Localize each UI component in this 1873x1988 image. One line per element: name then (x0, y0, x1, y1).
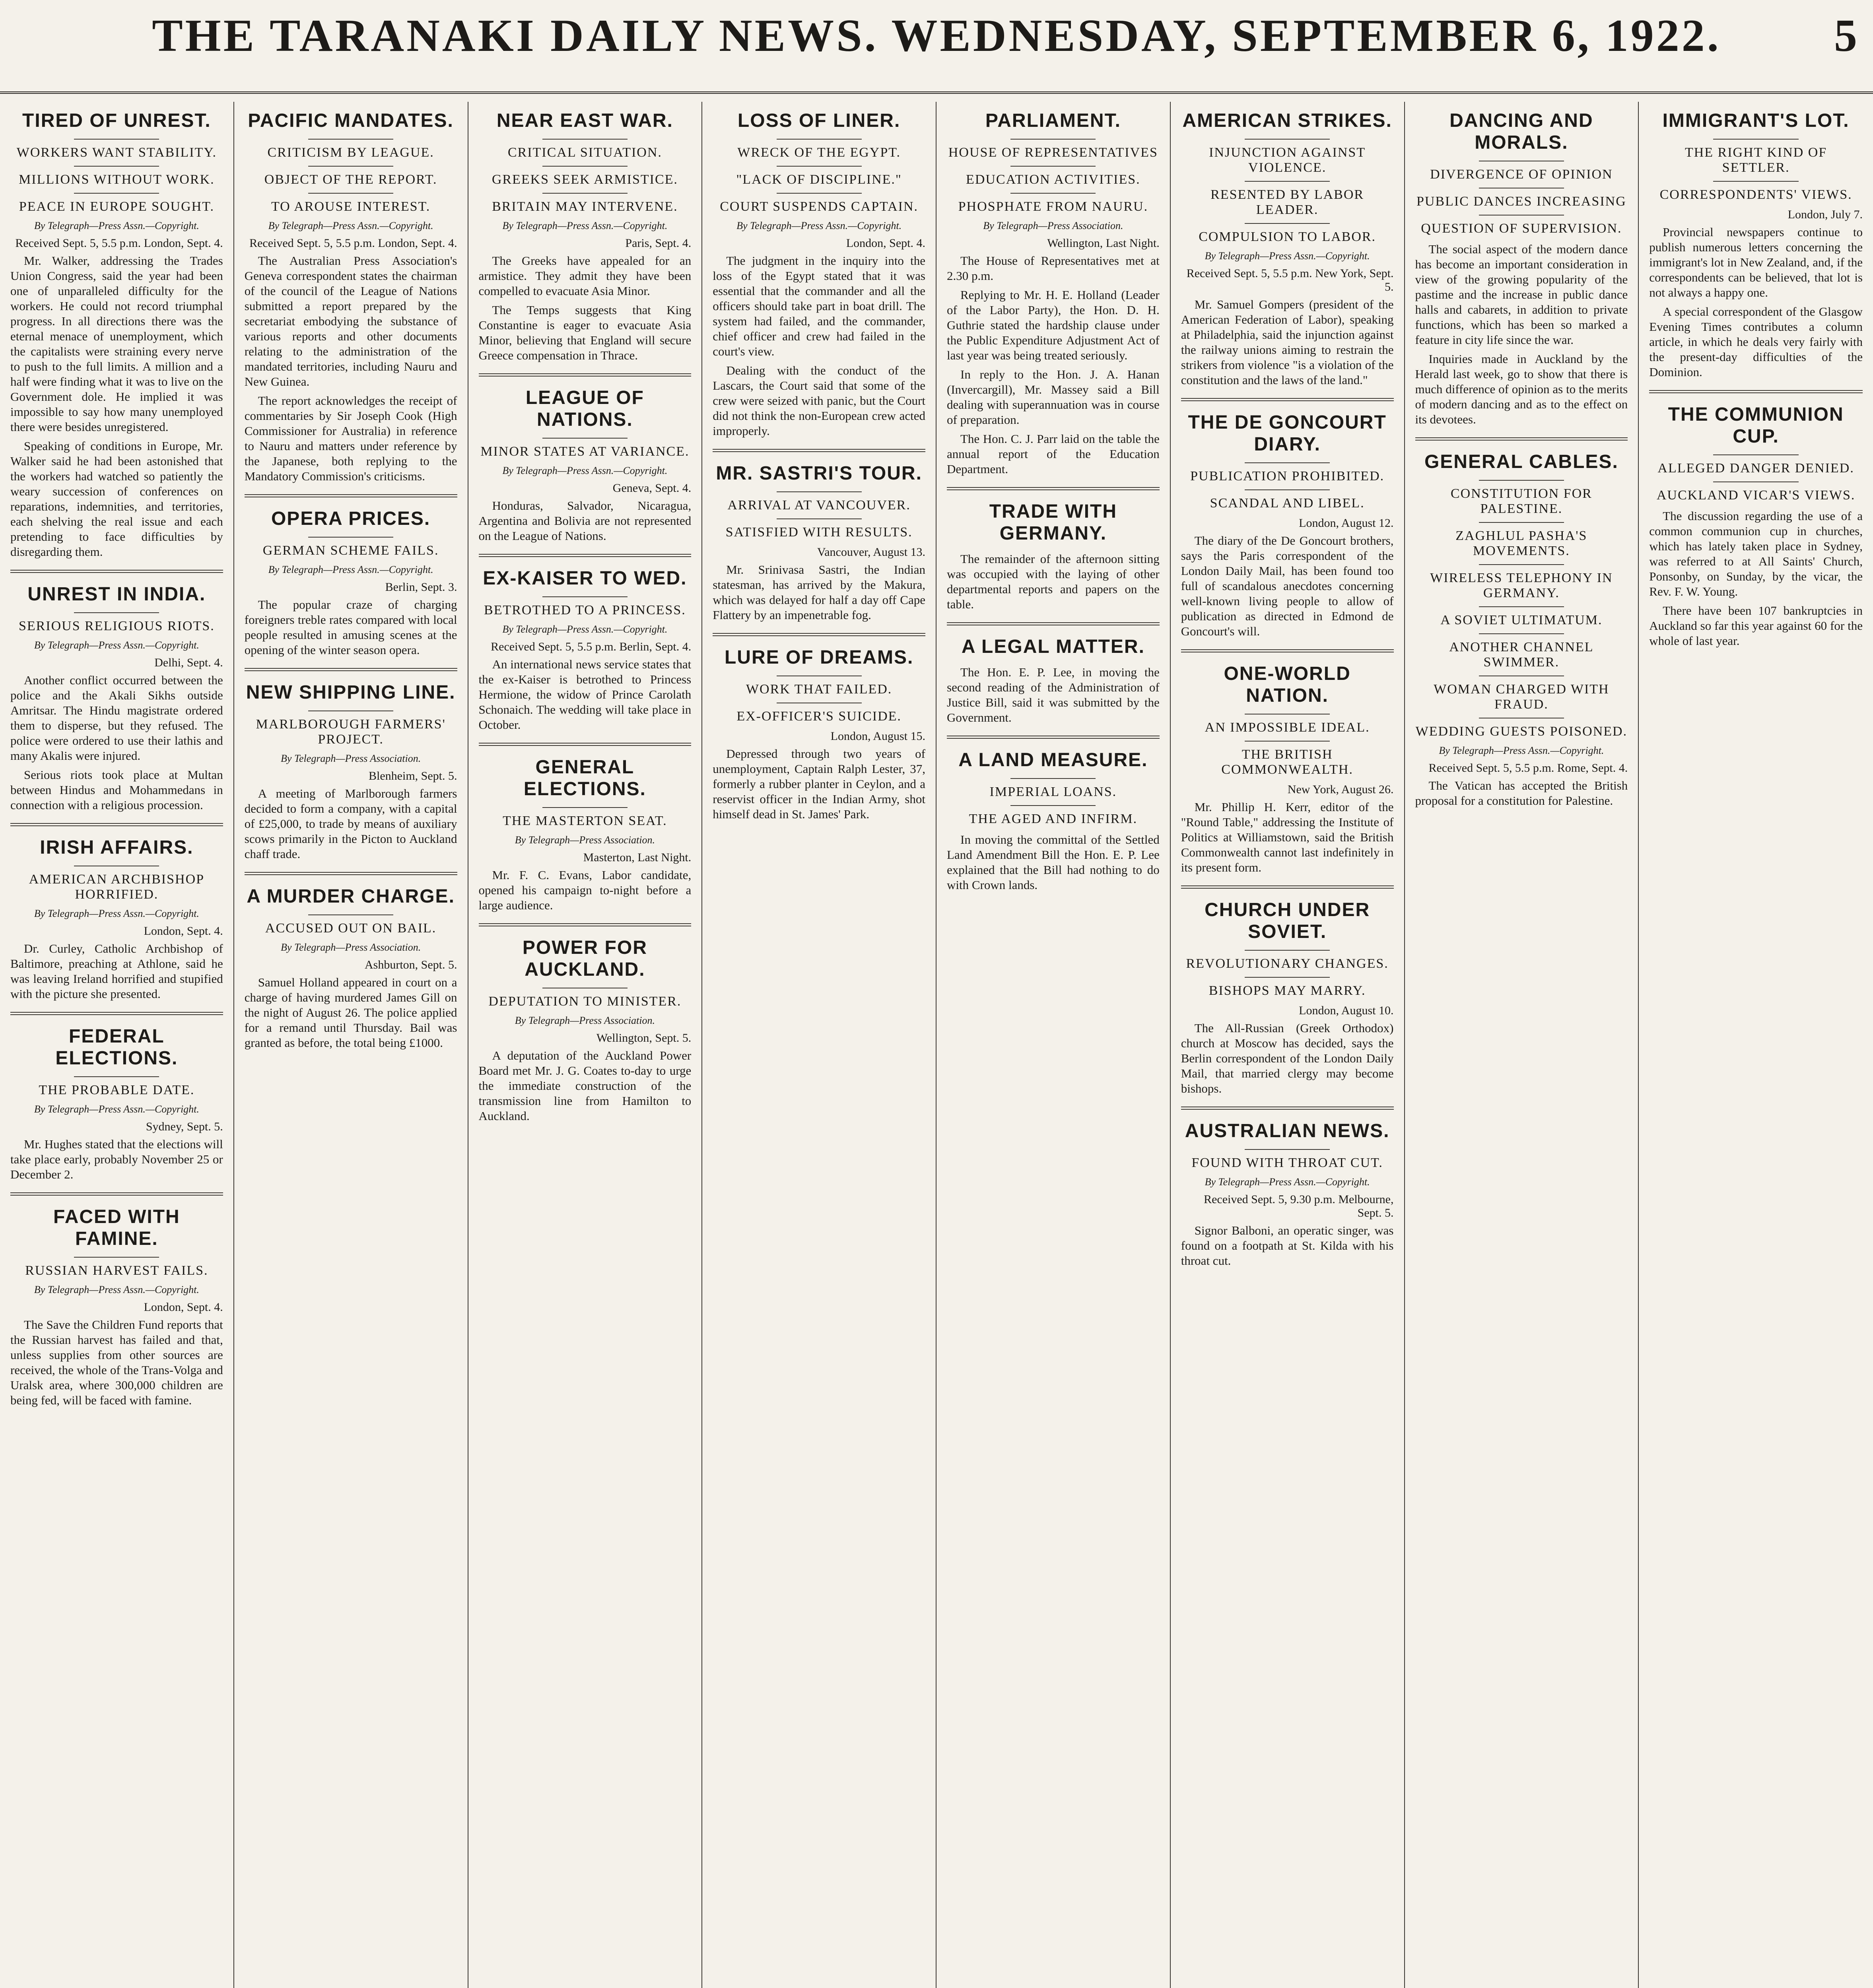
article-headline: MR. SASTRI'S TOUR. (716, 463, 922, 484)
article-dateline: London, Sept. 4. (144, 1301, 223, 1314)
article-credit: By Telegraph—Press Assn.—Copyright. (34, 908, 199, 919)
article-deck: CORRESPONDENTS' VIEWS. (1659, 187, 1852, 202)
article-credit: By Telegraph—Press Association. (515, 834, 655, 846)
deck-rule (542, 166, 628, 167)
article (245, 885, 457, 1050)
deck-rule (777, 518, 862, 519)
article (245, 508, 457, 658)
column-4 (702, 102, 936, 1988)
article (713, 462, 925, 623)
article-headline: FACED WITH FAMINE. (53, 1206, 180, 1249)
article-divider (10, 823, 223, 826)
article-dateline: London, August 15. (830, 730, 925, 743)
article-deck: WORKERS WANT STABILITY. (16, 145, 217, 160)
article-dateline: Received Sept. 5, 5.5 p.m. London, Sept. 4. (249, 237, 457, 250)
article (1649, 110, 1863, 380)
article-deck: REVOLUTIONARY CHANGES. (1186, 956, 1389, 971)
article-deck: PUBLICATION PROHIBITED. (1190, 469, 1385, 483)
article-deck: "LACK OF DISCIPLINE." (736, 172, 902, 187)
article-paragraph: Mr. Hughes stated that the elections will take place early, probably November 25 or December 2. (10, 1137, 223, 1181)
article-paragraph: In reply to the Hon. J. A. Hanan (Invercargill), Mr. Massey said a Bill dealing with superannuation was in course of preparation. (947, 367, 1160, 427)
article-deck: AMERICAN ARCHBISHOP HORRIFIED. (29, 872, 205, 902)
article (1181, 412, 1394, 639)
article-dateline: Ashburton, Sept. 5. (365, 958, 457, 971)
article-paragraph: An international news service states that the ex-Kaiser is betrothed to Princess Hermione, the widow of Prince Carolath Schonaich. The wedding will take place in October. (478, 657, 692, 732)
article-deck: BISHOPS MAY MARRY. (1209, 983, 1366, 998)
article-dateline: Wellington, Sept. 5. (596, 1031, 692, 1044)
article-dateline: London, August 10. (1299, 1004, 1394, 1017)
article-divider (1181, 885, 1394, 889)
deck-rule (74, 139, 159, 140)
article-deck: MILLIONS WITHOUT WORK. (19, 172, 215, 187)
deck-rule (542, 193, 628, 194)
deck-rule (1245, 977, 1330, 978)
article (713, 110, 925, 439)
article-paragraph: The remainder of the afternoon sitting was occupied with the laying of other departmental reports and papers on the table. (947, 552, 1160, 611)
deck-rule (1479, 564, 1564, 565)
article-dateline: Wellington, Last Night. (1047, 237, 1160, 250)
deck-rule (1245, 489, 1330, 490)
article-deck: AN IMPOSSIBLE IDEAL. (1205, 720, 1370, 735)
article (245, 110, 457, 484)
article-deck: FOUND WITH THROAT CUT. (1191, 1155, 1383, 1170)
article-paragraph: Another conflict occurred between the police and the Akali Sikhs outside Amritsar. The Hindu magistrate ordered them to disperse, but they refused. The police were ordered to use their lathis and many Akalis were injured. (10, 673, 223, 763)
deck-rule (1245, 741, 1330, 742)
deck-rule (308, 914, 393, 915)
article-divider (1649, 390, 1863, 393)
article-paragraph: Speaking of conditions in Europe, Mr. Walker said he had been astonished that the workers had watched so patiently the weary succession of conferences on reparations, indemnities, and territories, each shelving the real issue and each pretending to face difficulties by disregarding them. (10, 439, 223, 559)
article-dateline: Received Sept. 5, 5.5 p.m. New York, Sept. 5. (1186, 267, 1394, 293)
article-headline: LOSS OF LINER. (737, 110, 901, 131)
columns (0, 94, 1873, 1988)
article-deck: WEDDING GUESTS POISONED. (1415, 724, 1628, 739)
article-headline: IMMIGRANT'S LOT. (1662, 110, 1850, 131)
article-divider (1181, 398, 1394, 401)
article-headline: THE COMMUNION CUP. (1668, 404, 1844, 447)
article-deck: QUESTION OF SUPERVISION. (1421, 221, 1622, 236)
article-headline: NEW SHIPPING LINE. (246, 682, 456, 703)
article-credit: By Telegraph—Press Assn.—Copyright. (1205, 250, 1370, 262)
deck-rule (542, 807, 628, 808)
article-headline: IRISH AFFAIRS. (40, 837, 194, 858)
deck-rule (1479, 522, 1564, 523)
article-headline: TIRED OF UNREST. (22, 110, 211, 131)
article-headline: GENERAL CABLES. (1424, 451, 1618, 472)
article-paragraph: The judgment in the inquiry into the loss of the Egypt stated that it was essential that the commander and all the officers should take part in boat drill. The system had failed, and the commander, chief officer and crew had failed in the court's view. (713, 254, 925, 358)
article-dateline: London, Sept. 4. (846, 237, 925, 250)
article-dateline: Berlin, Sept. 3. (385, 580, 457, 594)
article-deck: CRITICISM BY LEAGUE. (267, 145, 434, 160)
deck-rule (1245, 462, 1330, 463)
article-deck: GREEKS SEEK ARMISTICE. (492, 172, 678, 187)
article (1415, 451, 1628, 808)
masthead-title: THE TARANAKI DAILY NEWS. WEDNESDAY, SEPTEMBER 6, 1922. (152, 10, 1721, 61)
deck-rule (1245, 139, 1330, 140)
deck-rule (74, 166, 159, 167)
article-paragraph: The Australian Press Association's Geneva correspondent states the chairman of the council of the League of Nations submitted a report prepared by the secretariat embodying the substance of various reports and other documents relating to the administration of the mandated territories, including Nauru and New Guinea. (244, 254, 457, 388)
article-paragraph: The social aspect of the modern dance has become an important consideration in view of the growing popularity of the pastime and the increase in public dance halls and cabarets, in addition to private functions, which has been so marked a feature in city life since the war. (1415, 242, 1628, 347)
article-headline: GENERAL ELECTIONS. (523, 757, 646, 800)
article-deck: GERMAN SCHEME FAILS. (262, 543, 439, 558)
article-deck: PHOSPHATE FROM NAURU. (958, 199, 1148, 214)
article-credit: By Telegraph—Press Assn.—Copyright. (34, 1284, 199, 1295)
deck-rule (74, 1076, 159, 1077)
deck-rule (74, 193, 159, 194)
article-paragraph: Provincial newspapers continue to publish numerous letters concerning the immigrant's lot in New Zealand, and, if the correspondents can be believed, that lot is not always a happy one. (1649, 225, 1863, 299)
article-dateline: New York, August 26. (1287, 783, 1394, 796)
deck-rule (1010, 778, 1096, 779)
article-paragraph: The diary of the De Goncourt brothers, says the Paris correspondent of the London Daily Mail, has been found too full of scandalous anecdotes concerning well-known living people to allow of publication as directed in Edmond de Goncourt's will. (1181, 534, 1394, 638)
article-deck: THE PROBABLE DATE. (39, 1083, 195, 1097)
article-headline: CHURCH UNDER SOVIET. (1205, 899, 1370, 942)
article (479, 110, 692, 363)
deck-rule (542, 596, 628, 597)
article-paragraph: Honduras, Salvador, Nicaragua, Argentina and Bolivia are not represented on the League of Nations. (478, 499, 692, 543)
article-deck: WOMAN CHARGED WITH FRAUD. (1434, 682, 1609, 712)
article-paragraph: The All-Russian (Greek Orthodox) church at Moscow has decided, says the Berlin correspondent of the London Daily Mail, that married clergy may become bishops. (1181, 1021, 1394, 1095)
article-deck: RUSSIAN HARVEST FAILS. (25, 1263, 208, 1278)
article-deck: CONSTITUTION FOR PALESTINE. (1450, 486, 1592, 516)
article-deck: DEPUTATION TO MINISTER. (488, 994, 682, 1009)
deck-rule (1010, 166, 1096, 167)
article-paragraph: Mr. Samuel Gompers (president of the American Federation of Labor), speaking at Philadelphia, said the injunction against the railway unions aiming to restrain the strikers from violence "is a violation of the constitution and the laws of the land." (1181, 297, 1394, 387)
article-deck: ARRIVAL AT VANCOUVER. (727, 498, 911, 513)
article-paragraph: The discussion regarding the use of a common communion cup in churches, which has lately taken place in Sydney, was referred to at All Saints' Church, Ponsonby, on Sunday, by the vicar, the Rev. F. W. Young. (1649, 509, 1863, 598)
article-headline: OPERA PRICES. (271, 508, 431, 529)
article-paragraph: There have been 107 bankruptcies in Auckland so far this year against 60 for the whole of last year. (1649, 604, 1863, 648)
article-paragraph: The Hon. E. P. Lee, in moving the second reading of the Administration of Justice Bill, said it was submitted by the Government. (947, 665, 1160, 724)
article-divider (947, 487, 1160, 490)
article-divider (10, 570, 223, 573)
article-paragraph: The Greeks have appealed for an armistice. They admit they have been compelled to evacuate Asia Minor. (478, 254, 692, 298)
article-deck: BRITAIN MAY INTERVENE. (492, 199, 678, 214)
article-headline: A LAND MEASURE. (958, 749, 1148, 771)
deck-rule (1713, 139, 1799, 140)
article-deck: BETROTHED TO A PRINCESS. (484, 603, 686, 617)
deck-rule (777, 166, 862, 167)
article-deck: INJUNCTION AGAINST VIOLENCE. (1209, 145, 1366, 175)
article-credit: By Telegraph—Press Association. (281, 753, 421, 764)
article-deck: WIRELESS TELEPHONY IN GERMANY. (1430, 571, 1613, 600)
article (10, 1025, 223, 1182)
article-headline: UNREST IN INDIA. (27, 584, 206, 605)
article-credit: By Telegraph—Press Assn.—Copyright. (502, 623, 668, 635)
article (1181, 663, 1394, 875)
article-paragraph: Dealing with the conduct of the Lascars, the Court said that some of the crew were seized with panic, but the Court did not think the non-European crew acted improperly. (713, 363, 925, 438)
article-deck: SERIOUS RELIGIOUS RIOTS. (18, 619, 215, 633)
article (947, 749, 1160, 893)
article-credit: By Telegraph—Press Association. (515, 1015, 655, 1026)
article-deck: SATISFIED WITH RESULTS. (725, 525, 913, 540)
deck-rule (308, 139, 393, 140)
deck-rule (542, 139, 628, 140)
article-credit: By Telegraph—Press Association. (281, 942, 421, 953)
article-deck: ACCUSED OUT ON BAIL. (265, 921, 437, 936)
article (947, 110, 1160, 477)
article-headline: THE DE GONCOURT DIARY. (1188, 412, 1387, 455)
deck-rule (1479, 633, 1564, 634)
article-paragraph: In moving the committal of the Settled Land Amendment Bill the Hon. E. P. Lee explained that the Bill had nothing to do with Crown lands. (947, 833, 1160, 892)
article-divider (245, 872, 457, 875)
deck-rule (308, 166, 393, 167)
article-credit: By Telegraph—Press Assn.—Copyright. (34, 639, 199, 651)
article-dateline: Paris, Sept. 4. (625, 237, 692, 250)
deck-rule (777, 193, 862, 194)
deck-rule (1245, 223, 1330, 224)
article-dateline: Delhi, Sept. 4. (154, 656, 223, 669)
article-paragraph: Mr. Walker, addressing the Trades Union Congress, said the year had been one of unparalleled difficulty for the workers. He could not record triumphal progress. In all directions there was the eternal menace of unemployment, which the capitalists were straining every nerve to push to the full limits. A million and a half were finding what it was to live on the Government dole. He implied it was impossible to say how many unemployed there were besides unregistered. (10, 254, 223, 434)
article (947, 501, 1160, 612)
article-dateline: Received Sept. 5, 5.5 p.m. Berlin, Sept. 4. (491, 640, 692, 653)
column-7 (1405, 102, 1639, 1988)
article-paragraph: The Vatican has accepted the British proposal for a constitution for Palestine. (1415, 779, 1628, 808)
article-credit: By Telegraph—Press Assn.—Copyright. (34, 220, 199, 231)
article-paragraph: The popular craze of charging foreigners treble rates compared with local people resulted in amusing scenes at the opening of the winter season opera. (244, 598, 457, 657)
deck-rule (1479, 480, 1564, 481)
article-deck: PUBLIC DANCES INCREASING (1416, 194, 1626, 209)
masthead (0, 0, 1873, 94)
deck-rule (1010, 805, 1096, 806)
article-deck: A SOVIET ULTIMATUM. (1440, 613, 1603, 627)
article-deck: OBJECT OF THE REPORT. (264, 172, 437, 187)
article-paragraph: Serious riots took place at Multan between Hindus and Mohammedans in connection with a religious procession. (10, 768, 223, 812)
article-headline: TRADE WITH GERMANY. (989, 501, 1117, 544)
deck-rule (1713, 481, 1799, 482)
deck-rule (308, 537, 393, 538)
article-headline: PARLIAMENT. (985, 110, 1121, 131)
page-number: 5 (1834, 10, 1857, 61)
article-dateline: Geneva, Sept. 4. (612, 481, 692, 495)
article-credit: By Telegraph—Press Assn.—Copyright. (502, 220, 668, 231)
deck-rule (777, 139, 862, 140)
article-divider (479, 923, 692, 926)
article-paragraph: Signor Balboni, an operatic singer, was found on a footpath at St. Kilda with his throat cut. (1181, 1223, 1394, 1268)
article-headline: LURE OF DREAMS. (724, 647, 914, 668)
article-paragraph: Depressed through two years of unemployment, Captain Ralph Lester, 37, formerly a rubber planter in Ceylon, and a reservist officer in the Indian Army, shot himself dead in St. James' Park. (713, 747, 925, 821)
article-dateline: Received Sept. 5, 5.5 p.m. London, Sept. 4. (15, 237, 223, 250)
article-deck: RESENTED BY LABOR LEADER. (1210, 187, 1364, 217)
article-deck: EDUCATION ACTIVITIES. (966, 172, 1141, 187)
article-deck: TO AROUSE INTEREST. (271, 199, 431, 214)
column-8 (1639, 102, 1873, 1988)
article-deck: CRITICAL SITUATION. (507, 145, 662, 160)
article-headline: PACIFIC MANDATES. (248, 110, 454, 131)
column-5 (936, 102, 1171, 1988)
article-headline: NEAR EAST WAR. (496, 110, 673, 131)
article-paragraph: Inquiries made in Auckland by the Herald last week, go to show that there is much difference of opinion as to the merits of modern dancing and as to the effect on its devotees. (1415, 352, 1628, 426)
article-paragraph: Mr. Srinivasa Sastri, the Indian statesman, has arrived by the Makura, which was delayed for half a day off Cape Flattery by an impenetrable fog. (713, 563, 925, 622)
article-dateline: Blenheim, Sept. 5. (369, 769, 457, 782)
article-deck: ALLEGED DANGER DENIED. (1657, 461, 1854, 476)
article-dateline: Vancouver, August 13. (817, 546, 925, 559)
article-divider (713, 633, 925, 636)
article-paragraph: The Temps suggests that King Constantine is eager to evacuate Asia Minor, believing that England will secure Greece compensation in Thrace. (478, 303, 692, 362)
deck-rule (777, 491, 862, 492)
article-divider (479, 554, 692, 557)
deck-rule (1245, 181, 1330, 182)
article-deck: DIVERGENCE OF OPINION (1430, 167, 1613, 182)
article-deck: HOUSE OF REPRESENTATIVES (948, 145, 1158, 160)
article (10, 1206, 223, 1408)
article-deck: COMPULSION TO LABOR. (1199, 229, 1376, 244)
article-credit: By Telegraph—Press Assn.—Copyright. (502, 465, 668, 476)
column-1 (0, 102, 234, 1988)
article-headline: A LEGAL MATTER. (961, 636, 1145, 657)
article-dateline: Received Sept. 5, 5.5 p.m. Rome, Sept. 4. (1428, 761, 1628, 775)
column-2 (234, 102, 468, 1988)
deck-rule (1245, 1149, 1330, 1150)
article-dateline: London, August 12. (1299, 516, 1394, 530)
article-credit: By Telegraph—Press Assn.—Copyright. (1439, 745, 1604, 756)
deck-rule (1010, 193, 1096, 194)
article-deck: THE BRITISH COMMONWEALTH. (1221, 747, 1353, 777)
article-deck: THE MASTERTON SEAT. (503, 813, 667, 828)
column-6 (1171, 102, 1405, 1988)
article-credit: By Telegraph—Press Association. (983, 220, 1123, 231)
article-divider (479, 373, 692, 377)
article-paragraph: Replying to Mr. H. E. Holland (Leader of the Labor Party), the Hon. D. H. Guthrie stated the hardship clause under the Public Expenditure Adjustment Act of last year was being treated seriously. (947, 288, 1160, 362)
article-divider (713, 449, 925, 452)
article-paragraph: Samuel Holland appeared in court on a charge of having murdered James Gill on the night of August 26. The police applied for a remand until Thursday. Bail was granted as before, the total being £1000. (244, 975, 457, 1050)
article-divider (1415, 437, 1628, 441)
deck-rule (1713, 181, 1799, 182)
article-deck: MINOR STATES AT VARIANCE. (480, 444, 690, 459)
article-dateline: London, Sept. 4. (144, 924, 223, 938)
article-credit: By Telegraph—Press Assn.—Copyright. (268, 564, 433, 575)
article-paragraph: The Hon. C. J. Parr laid on the table the annual report of the Education Department. (947, 432, 1160, 476)
article-paragraph: The House of Representatives met at 2.30 p.m. (947, 254, 1160, 283)
article (479, 937, 692, 1124)
article-credit: By Telegraph—Press Assn.—Copyright. (1205, 1176, 1370, 1188)
article-headline: ONE-WORLD NATION. (1224, 663, 1351, 706)
article-divider (245, 494, 457, 497)
column-3 (468, 102, 703, 1988)
article-credit: By Telegraph—Press Assn.—Copyright. (34, 1103, 199, 1115)
article (245, 681, 457, 862)
article-divider (245, 668, 457, 671)
article (479, 567, 692, 732)
article-paragraph: The Save the Children Fund reports that the Russian harvest has failed and that, unless supplies from other sources are received, the whole of the Trans-Volga and Uralsk area, where 300,000 children are being fed, will be faced with famine. (10, 1318, 223, 1407)
deck-rule (308, 193, 393, 194)
article-dateline: Sydney, Sept. 5. (146, 1120, 223, 1133)
article-headline: FEDERAL ELECTIONS. (55, 1026, 178, 1069)
article-credit: By Telegraph—Press Assn.—Copyright. (268, 220, 433, 231)
article-deck: WORK THAT FAILED. (746, 682, 892, 697)
deck-rule (1479, 606, 1564, 607)
deck-rule (1245, 950, 1330, 951)
article-paragraph: Dr. Curley, Catholic Archbishop of Baltimore, preaching at Athlone, said he was leaving Ireland horrified and stupified with the picture she presented. (10, 942, 223, 1001)
article (479, 387, 692, 544)
article-paragraph: Mr. Phillip H. Kerr, editor of the "Round Table," addressing the Institute of Politics at Williamstown, said the British Commonwealth cannot last indefinitely in its present form. (1181, 800, 1394, 874)
article-deck: COURT SUSPENDS CAPTAIN. (720, 199, 918, 214)
article-divider (1181, 1107, 1394, 1110)
article-deck: EX-OFFICER'S SUICIDE. (736, 709, 902, 724)
article (10, 583, 223, 813)
article-dateline: Masterton, Last Night. (583, 851, 692, 864)
article-headline: AMERICAN STRIKES. (1182, 110, 1392, 131)
article-deck: THE RIGHT KIND OF SETTLER. (1685, 145, 1827, 175)
article-deck: PEACE IN EUROPE SOUGHT. (19, 199, 214, 214)
deck-rule (542, 438, 628, 439)
article-deck: MARLBOROUGH FARMERS' PROJECT. (256, 717, 446, 747)
article-headline: EX-KAISER TO WED. (483, 568, 687, 589)
article-deck: IMPERIAL LOANS. (989, 784, 1117, 799)
article-deck: ANOTHER CHANNEL SWIMMER. (1449, 640, 1594, 670)
deck-rule (74, 612, 159, 613)
article-paragraph: A meeting of Marlborough farmers decided to form a company, with a capital of £25,000, to trade by means of auxiliary scows primarily in the Picton to Auckland chaff trade. (244, 786, 457, 861)
article (1415, 110, 1628, 427)
article-divider (947, 622, 1160, 625)
article-headline: AUSTRALIAN NEWS. (1185, 1120, 1390, 1142)
article-headline: LEAGUE OF NATIONS. (525, 387, 644, 430)
article-credit: By Telegraph—Press Assn.—Copyright. (736, 220, 902, 231)
article (479, 756, 692, 913)
deck-rule (74, 1257, 159, 1258)
article-paragraph: A deputation of the Auckland Power Board met Mr. J. G. Coates to-day to urge the immediate construction of the transmission line from Hamilton to Auckland. (478, 1048, 692, 1123)
article-headline: DANCING AND MORALS. (1449, 110, 1593, 153)
article-paragraph: Mr. F. C. Evans, Labor candidate, opened his campaign to-night before a large audience. (478, 868, 692, 912)
article-divider (10, 1192, 223, 1196)
article (10, 110, 223, 559)
article-headline: A MURDER CHARGE. (247, 886, 455, 907)
article-headline: POWER FOR AUCKLAND. (522, 937, 647, 980)
article-divider (947, 736, 1160, 739)
article-divider (479, 743, 692, 746)
article (1181, 110, 1394, 388)
article-dateline: Received Sept. 5, 9.30 p.m. Melbourne, Sept. 5. (1204, 1193, 1394, 1219)
article-dateline: London, July 7. (1788, 208, 1863, 221)
article-deck: AUCKLAND VICAR'S VIEWS. (1656, 488, 1856, 503)
article (1181, 899, 1394, 1096)
article (10, 837, 223, 1002)
article-deck: ZAGHLUL PASHA'S MOVEMENTS. (1455, 528, 1587, 558)
article (1181, 1120, 1394, 1268)
article-paragraph: A special correspondent of the Glasgow Evening Times contributes a column article, in which he deals very fairly with the present-day difficulties of the Dominion. (1649, 305, 1863, 379)
article (713, 646, 925, 822)
article-paragraph: The report acknowledges the receipt of commentaries by Sir Joseph Cook (High Commissioner for Australia) in reference to Nauru and matters under reference by the Japanese, both replying to the Mandatory Commission's criticisms. (244, 394, 457, 483)
article (947, 636, 1160, 725)
deck-rule (1713, 454, 1799, 455)
article-divider (10, 1012, 223, 1015)
article-deck: SCANDAL AND LIBEL. (1210, 496, 1365, 511)
article-divider (1181, 649, 1394, 652)
article (1649, 404, 1863, 648)
article-deck: THE AGED AND INFIRM. (969, 812, 1138, 826)
deck-rule (1010, 139, 1096, 140)
article-deck: WRECK OF THE EGYPT. (737, 145, 901, 160)
